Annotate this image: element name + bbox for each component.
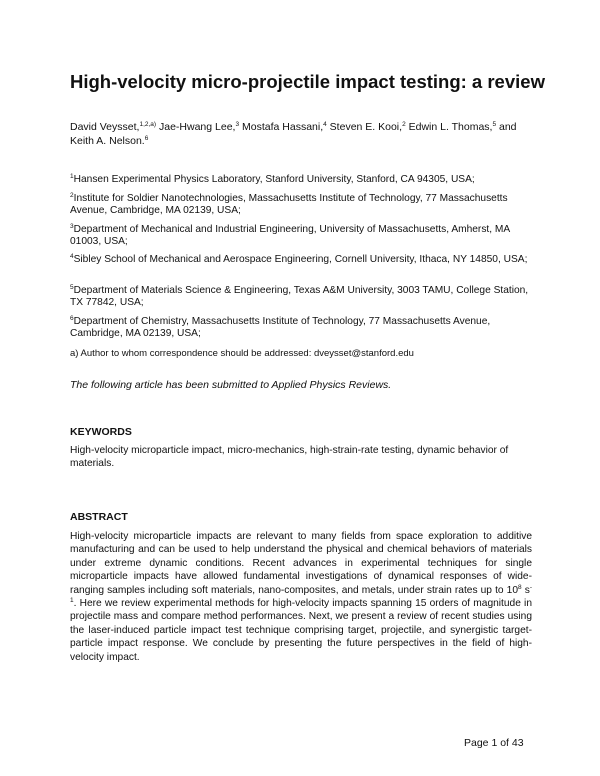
abstract-text-part: . Here we review experimental methods for high-velocity impacts spanning 15 orders of magnitude in projectile mass and compare method performances. Next, we present a review of recent studies using the laser-induced particle impact test technique comprising target, projectile, and synergistic target-particle impact response. We conclude by presenting the future perspectives in the field of high-velocity impact. [70,598,532,663]
affiliation-2 [70,193,540,218]
abstract-unit-exponent: -1 [70,583,532,605]
author-name: Mostafa Hassani, [239,121,324,133]
affiliation-text: Department of Mechanical and Industrial Engineering, University of Massachusetts, Amherst, MA 01003, USA; [70,224,510,248]
author-affiliation-marker: 5 [492,121,497,128]
affiliation-text: Sibley School of Mechanical and Aerospace Engineering, Cornell University, Ithaca, NY 14850, USA; [73,254,528,265]
affiliation-text: Hansen Experimental Physics Laboratory, Stanford University, Stanford, CA 94305, USA; [73,174,475,185]
abstract-text-part: High-velocity microparticle impacts are relevant to many fields from space exploration to additive manufacturing and can be used to help understand the physical and chemical behaviors of materials under extreme dynamic conditions. Recent advances in experimental techniques for single microparticle impacts have allowed fundamental investigations of dynamical responses of wide-ranging samples including soft materials, nano-composites, and metals, under strain rates up to 10 [70,531,532,596]
affiliation-text: Department of Materials Science & Engineering, Texas A&M University, 3003 TAMU, College Station, TX 77842, USA; [70,285,529,309]
author-affiliation-marker: 4 [323,121,327,128]
abstract-exponent: 8 [518,583,522,591]
submission-note: The following article has been submitted to Applied Physics Reviews. [70,379,392,391]
abstract-heading: ABSTRACT [70,511,128,523]
page-number: Page 1 of 43 [464,737,524,749]
author-affiliation-marker: 1,2,a) [139,121,157,128]
author-name: Keith A. Nelson. [70,134,145,147]
affiliation-number: 1 [70,173,74,180]
affiliation-number: 2 [70,192,74,199]
author-name: Jae-Hwang Lee, [156,121,236,133]
author-conjunction: and [496,121,517,133]
author-affiliation-marker: 6 [144,134,149,142]
affiliation-3 [70,224,540,249]
author-affiliation-marker: 3 [235,121,240,128]
affiliation-4 [70,254,540,266]
author-list [70,121,540,148]
abstract-text [70,530,532,664]
affiliation-5 [70,285,540,310]
author-name: Edwin L. Thomas, [405,121,493,133]
keywords-text: High-velocity microparticle impact, micro-mechanics, high-strain-rate testing, dynamic behavior of materials. [70,445,509,470]
abstract-unit: s [521,584,530,596]
keywords-heading: KEYWORDS [70,426,132,438]
affiliation-6 [70,316,540,341]
correspondence-note: a) Author to whom correspondence should be addressed: dveysset@stanford.edu [70,348,414,359]
author-name: Steven E. Kooi, [326,121,403,133]
affiliation-number: 4 [70,253,74,260]
author-name: David Veysset, [70,121,140,133]
affiliation-number: 3 [70,223,74,230]
affiliation-text: Department of Chemistry, Massachusetts Institute of Technology, 77 Massachusetts Avenue, Cambridge, MA 02139, USA; [70,316,491,340]
author-affiliation-marker: 2 [402,121,406,128]
affiliation-number: 5 [70,284,74,291]
paper-title: High-velocity micro-projectile impact testing: a review [70,71,545,92]
affiliation-1 [70,174,540,186]
affiliation-number: 6 [70,315,74,322]
affiliation-text: Institute for Soldier Nanotechnologies, Massachusetts Institute of Technology, 77 Massachusetts Avenue, Cambridge, MA 02139, USA; [70,193,508,217]
